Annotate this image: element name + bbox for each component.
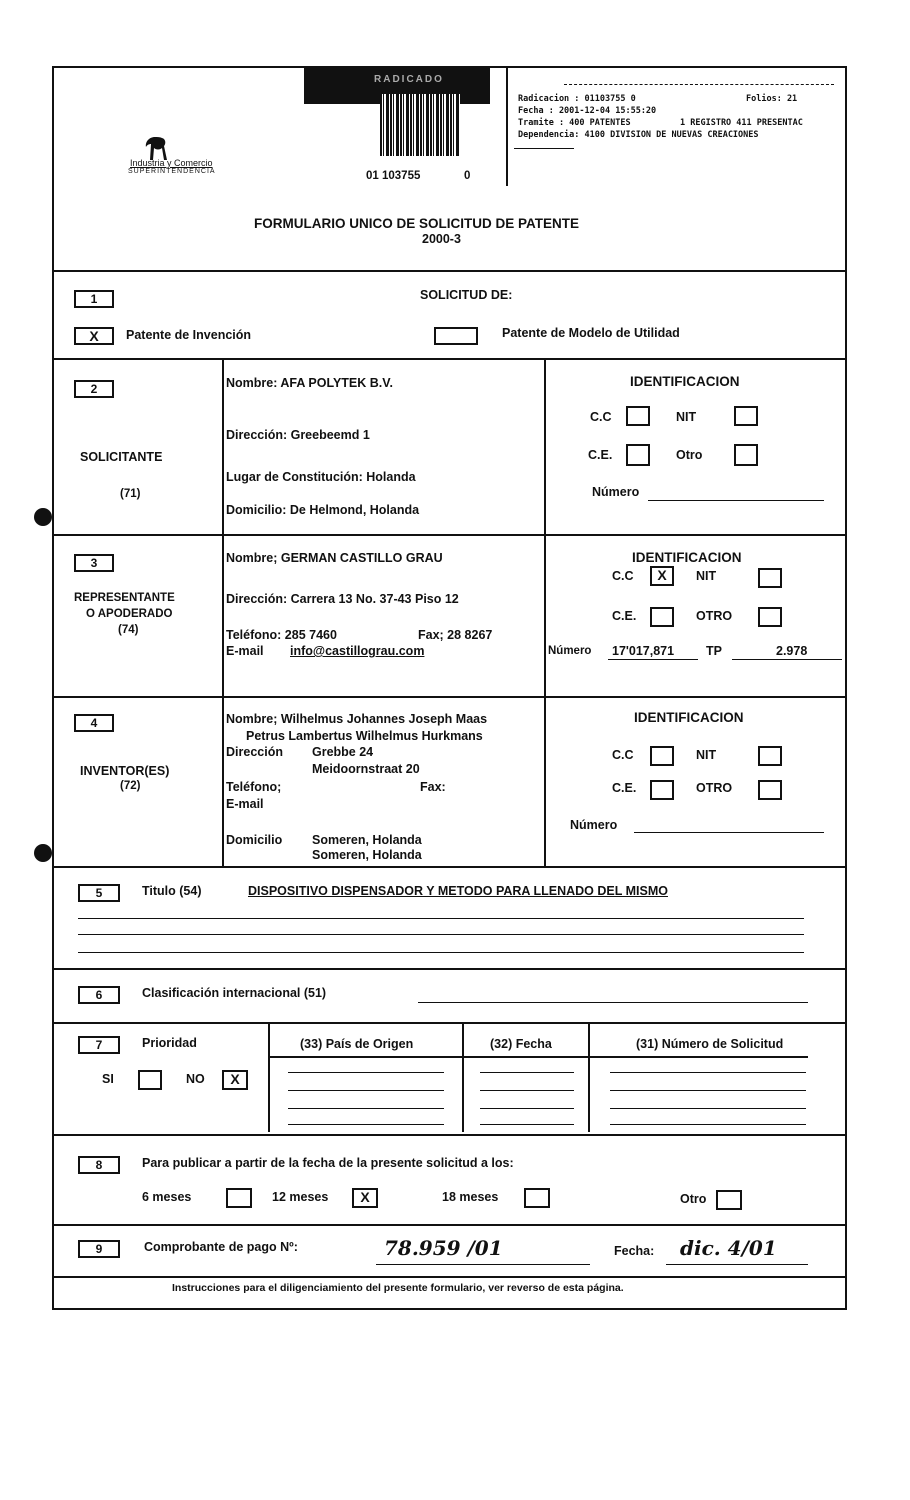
barcode-icon [380, 94, 460, 156]
clasificacion-label: Clasificación internacional (51) [142, 986, 327, 1000]
s3-ce-label: C.E. [612, 609, 637, 623]
prioridad-row-3-col1 [288, 1108, 444, 1109]
inventor-address-1: Grebbe 24 [312, 745, 374, 759]
publicacion-18-label: 18 meses [442, 1190, 499, 1204]
s4-nit-checkbox[interactable] [758, 746, 782, 766]
s2-other-label: Otro [676, 448, 703, 462]
representante-code: (74) [118, 624, 139, 636]
s4-number-label: Número [570, 818, 618, 832]
solicitante-address: Dirección: Greebeemd 1 [226, 428, 370, 442]
prioridad-row-2-col1 [288, 1090, 444, 1091]
solicitante-label: SOLICITANTE [80, 450, 163, 464]
logo-line2: SUPERINTENDENCIA [128, 168, 216, 175]
titulo-line-2 [78, 934, 804, 935]
s3-id-title: IDENTIFICACION [632, 550, 742, 565]
section-3-number: 3 [74, 554, 114, 572]
rad-extra: 1 REGISTRO 411 PRESENTAC [680, 118, 803, 128]
s4-ce-checkbox[interactable] [650, 780, 674, 800]
s2-number-line [648, 500, 824, 501]
solicitante-domicile: Domicilio: De Helmond, Holanda [226, 503, 420, 517]
inventor-domicile-label: Domicilio [226, 833, 283, 847]
s2-id-title: IDENTIFICACION [630, 374, 740, 389]
punch-hole-bottom [34, 844, 52, 862]
prioridad-row-4-col1 [288, 1124, 444, 1125]
s3-number-label: Número [548, 645, 592, 657]
s3-tp-label: TP [706, 644, 722, 658]
footer-instructions: Instrucciones para el diligenciamiento del presente formulario, ver reverso de esta página. [172, 1282, 624, 1294]
patente-modelo-label: Patente de Modelo de Utilidad [502, 326, 680, 340]
s2-cc-label: C.C [590, 410, 612, 424]
inventor-email: E-mail [226, 797, 264, 811]
inventor-address-label: Dirección [226, 745, 283, 759]
patente-invencion-checkbox[interactable]: X [74, 327, 114, 345]
solicitante-code: (71) [120, 488, 141, 500]
publicacion-otro-checkbox[interactable] [716, 1190, 742, 1210]
inventor-phone: Teléfono; [226, 780, 282, 794]
s3-number-line [608, 659, 698, 660]
logo-line1: Industria y Comercio [130, 158, 213, 168]
s4-number-line [634, 832, 824, 833]
section-2-number: 2 [74, 380, 114, 398]
representante-label-1: REPRESENTANTE [74, 592, 175, 604]
prioridad-row-3-col2 [480, 1108, 574, 1109]
s4-nit-label: NIT [696, 748, 717, 762]
inventor-domicile-2: Someren, Holanda [312, 848, 422, 862]
patente-invencion-label: Patente de Invención [126, 328, 252, 342]
fecha-pago-value: dic. 4/01 [680, 1236, 777, 1260]
comprobante-value: 78.959 /01 [384, 1236, 503, 1260]
section-8-number: 8 [78, 1156, 120, 1174]
form-code: 2000-3 [422, 232, 461, 246]
s4-cc-label: C.C [612, 748, 634, 762]
representante-phone: Teléfono: 285 7460 [226, 628, 337, 642]
publicacion-label: Para publicar a partir de la fecha de la presente solicitud a los: [142, 1156, 514, 1170]
inventor-fax: Fax: [420, 780, 446, 794]
s2-nit-label: NIT [676, 410, 697, 424]
fecha-header: (32) Fecha [490, 1037, 552, 1051]
numero-solicitud-header: (31) Número de Solicitud [636, 1037, 784, 1051]
section-1-title: SOLICITUD DE: [420, 288, 513, 302]
prioridad-si-label: SI [102, 1072, 114, 1086]
representante-email-label: E-mail [226, 644, 264, 658]
prioridad-no-checkbox[interactable]: X [222, 1070, 248, 1090]
s4-other-label: OTRO [696, 781, 733, 795]
s3-other-label: OTRO [696, 609, 733, 623]
publicacion-12-checkbox[interactable]: X [352, 1188, 378, 1208]
section-1-number: 1 [74, 290, 114, 308]
prioridad-no-label: NO [186, 1072, 205, 1086]
s2-ce-label: C.E. [588, 448, 613, 462]
section-7-number: 7 [78, 1036, 120, 1054]
rad-folios: Folios: 21 [746, 94, 798, 104]
pais-origen-header: (33) País de Origen [300, 1037, 414, 1051]
publicacion-otro-label: Otro [680, 1192, 707, 1206]
section-6-number: 6 [78, 986, 120, 1004]
titulo-value: DISPOSITIVO DISPENSADOR Y METODO PARA LLENADO DEL MISMO [248, 884, 668, 898]
header-section [52, 66, 847, 270]
barcode-digit: 0 [464, 170, 471, 182]
s3-number-value: 17'017,871 [612, 644, 675, 658]
s2-number-label: Número [592, 485, 640, 499]
titulo-line-1 [78, 918, 804, 919]
prioridad-si-checkbox[interactable] [138, 1070, 162, 1090]
section-4-number: 4 [74, 714, 114, 732]
titulo-line-3 [78, 952, 804, 953]
form-title: FORMULARIO UNICO DE SOLICITUD DE PATENTE [254, 216, 579, 231]
representante-name: Nombre; GERMAN CASTILLO GRAU [226, 551, 443, 565]
comprobante-label: Comprobante de pago Nº: [144, 1240, 298, 1254]
s4-id-title: IDENTIFICACION [634, 710, 744, 725]
prioridad-row-3-col3 [610, 1108, 806, 1109]
representante-fax: Fax; 28 8267 [418, 628, 493, 642]
publicacion-12-label: 12 meses [272, 1190, 329, 1204]
section-9-number: 9 [78, 1240, 120, 1258]
inventor-address-2: Meidoornstraat 20 [312, 762, 420, 776]
barcode-number: 01 103755 [366, 170, 421, 182]
solicitante-name: Nombre: AFA POLYTEK B.V. [226, 376, 393, 390]
s3-other-checkbox[interactable] [758, 607, 782, 627]
representante-label-2: O APODERADO [86, 608, 173, 620]
solicitante-constitution: Lugar de Constitución: Holanda [226, 470, 416, 484]
stamp-label: RADICADO [374, 74, 444, 85]
s4-cc-checkbox[interactable] [650, 746, 674, 766]
prioridad-row-4-col3 [610, 1124, 806, 1125]
representante-email[interactable]: info@castillograu.com [290, 644, 425, 658]
comprobante-line [376, 1264, 590, 1265]
prioridad-label: Prioridad [142, 1036, 197, 1050]
prioridad-row-2-col2 [480, 1090, 574, 1091]
prioridad-row-1-col2 [480, 1072, 574, 1073]
s3-cc-checkbox[interactable]: X [650, 566, 674, 586]
punch-hole-top [34, 508, 52, 526]
s3-nit-checkbox[interactable] [758, 568, 782, 588]
publicacion-6-label: 6 meses [142, 1190, 192, 1204]
inventor-name-2: Petrus Lambertus Wilhelmus Hurkmans [246, 729, 483, 743]
inventor-label: INVENTOR(ES) [80, 764, 170, 778]
s4-other-checkbox[interactable] [758, 780, 782, 800]
rad-line-1: Radicacion : 01103755 0 [518, 94, 636, 104]
rad-line-4: Dependencia: 4100 DIVISION DE NUEVAS CREACIONES [518, 130, 759, 140]
fecha-pago-line [666, 1264, 808, 1265]
publicacion-18-checkbox[interactable] [524, 1188, 550, 1208]
prioridad-row-1-col3 [610, 1072, 806, 1073]
rad-line-3: Tramite : 400 PATENTES [518, 118, 631, 128]
patente-modelo-checkbox[interactable] [434, 327, 478, 345]
publicacion-6-checkbox[interactable] [226, 1188, 252, 1208]
fecha-pago-label: Fecha: [614, 1244, 655, 1258]
section-5-number: 5 [78, 884, 120, 902]
s3-nit-label: NIT [696, 569, 717, 583]
s3-tp-value: 2.978 [776, 644, 808, 658]
s3-cc-label: C.C [612, 569, 634, 583]
s3-ce-checkbox[interactable] [650, 607, 674, 627]
s2-ce-checkbox[interactable] [626, 444, 650, 466]
inventor-domicile-1: Someren, Holanda [312, 833, 422, 847]
s4-ce-label: C.E. [612, 781, 637, 795]
clasificacion-line [418, 1002, 808, 1003]
representante-address: Dirección: Carrera 13 No. 37-43 Piso 12 [226, 592, 459, 606]
rad-line-2: Fecha : 2001-12-04 15:55:20 [518, 106, 657, 116]
s2-cc-checkbox[interactable] [626, 406, 650, 426]
prioridad-row-4-col2 [480, 1124, 574, 1125]
s3-tp-line [732, 659, 842, 660]
s2-other-checkbox[interactable] [734, 444, 758, 466]
prioridad-row-2-col3 [610, 1090, 806, 1091]
titulo-label: Titulo (54) [142, 884, 202, 898]
s2-nit-checkbox[interactable] [734, 406, 758, 426]
inventor-name-1: Nombre; Wilhelmus Johannes Joseph Maas [226, 712, 488, 726]
prioridad-row-1-col1 [288, 1072, 444, 1073]
inventor-code: (72) [120, 780, 141, 792]
